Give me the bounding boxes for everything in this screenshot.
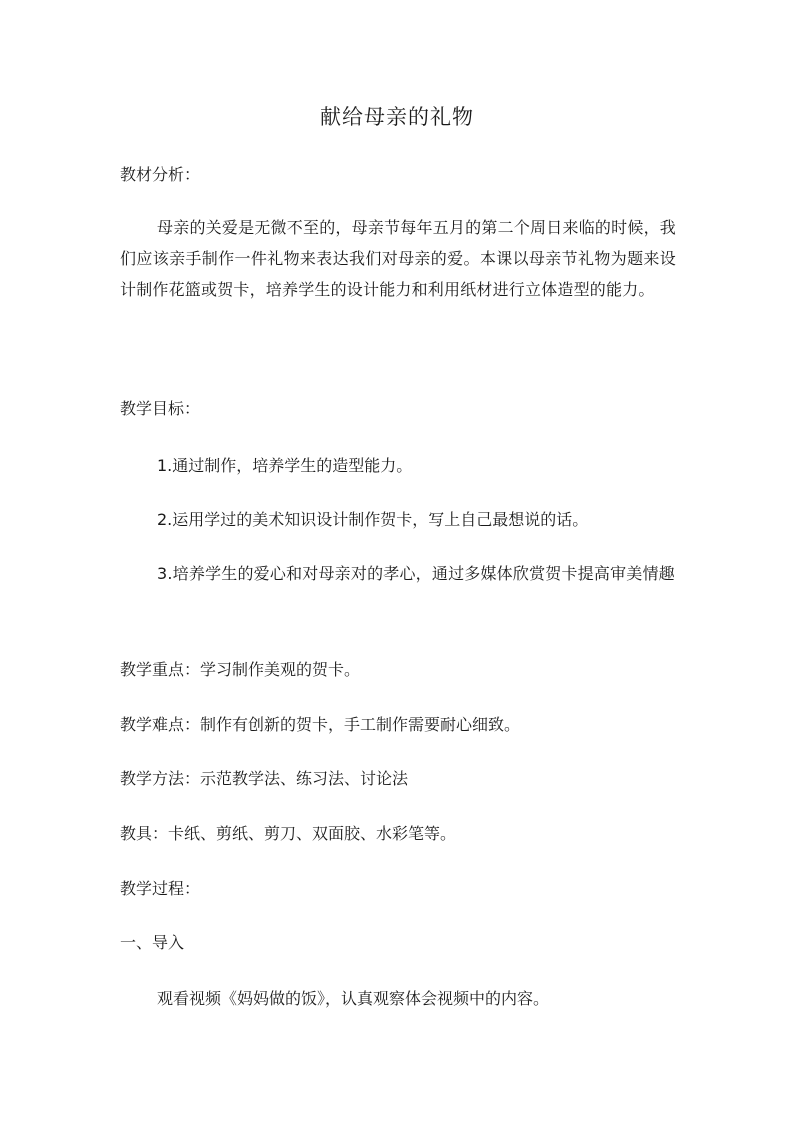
goals-heading: 教学目标：: [120, 399, 201, 418]
difficulty-line: 教学难点：制作有创新的贺卡，手工制作需要耐心细致。: [120, 715, 521, 734]
section-1-text: 观看视频《妈妈做的饭》，认真观察体会视频中的内容。: [157, 989, 550, 1008]
goal-item-3: 3.培养学生的爱心和对母亲对的孝心，通过多媒体欣赏贺卡提高审美情趣: [157, 564, 675, 583]
goal-item-2: 2.运用学过的美术知识设计制作贺卡，写上自己最想说的话。: [157, 510, 589, 529]
methods-line: 教学方法：示范教学法、练习法、讨论法: [120, 769, 409, 788]
process-heading: 教学过程：: [120, 879, 201, 898]
goal-item-1: 1.通过制作，培养学生的造型能力。: [157, 456, 413, 475]
document-title: 献给母亲的礼物: [320, 105, 474, 129]
section-1-heading: 一、导入: [120, 933, 185, 952]
analysis-heading: 教材分析：: [120, 165, 201, 184]
tools-line: 教具：卡纸、剪纸、剪刀、双面胶、水彩笔等。: [120, 824, 457, 843]
key-point-line: 教学重点：学习制作美观的贺卡。: [120, 660, 361, 679]
analysis-paragraph: 母亲的关爱是无微不至的，母亲节每年五月的第二个周日来临的时候，我们应该亲手制作一件礼物来表达我们对母亲的爱。本课以母亲节礼物为题来设计制作花篮或贺卡，培养学生的设计能力和利用纸材进行立体造型的能力。: [120, 218, 676, 299]
